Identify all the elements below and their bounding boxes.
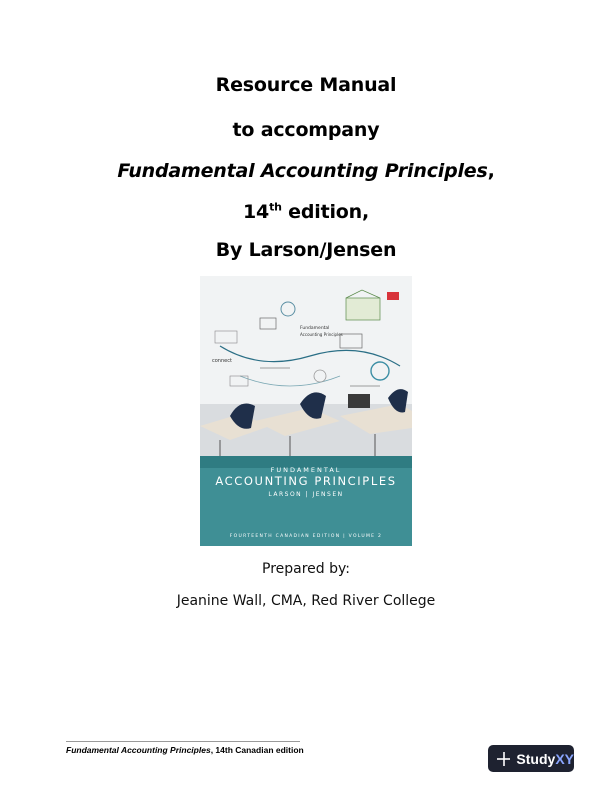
book-title-comma: ,	[487, 160, 495, 182]
svg-text:connect: connect	[212, 358, 232, 364]
cover-illustration	[200, 276, 412, 456]
footer-book-title: Fundamental Accounting Principles	[66, 745, 211, 755]
edition-text: edition,	[281, 201, 369, 223]
plus-logo-icon	[494, 749, 510, 769]
title-line-5: By Larson/Jensen	[215, 239, 397, 261]
book-cover-image	[200, 276, 412, 546]
title-line-4	[0, 201, 612, 223]
cover-authors: LARSON | JENSEN	[268, 491, 344, 498]
svg-text:Accounting Principles: Accounting Principles	[300, 332, 343, 337]
studyxy-logo-study: Study	[516, 750, 556, 767]
title-line-1: Resource Manual	[215, 74, 397, 96]
cover-edition: FOURTEENTH CANADIAN EDITION | VOLUME 2	[229, 534, 383, 539]
title-line-3	[0, 160, 612, 182]
edition-ordinal: th	[269, 200, 282, 214]
title-line-2: to accompany	[232, 119, 380, 141]
cover-big-title: ACCOUNTING PRINCIPLES	[215, 474, 397, 488]
prepared-by-label: Prepared by:	[262, 561, 350, 577]
cover-small-title: FUNDAMENTAL	[270, 466, 342, 474]
studyxy-badge[interactable]	[488, 745, 574, 772]
footer-edition: , 14th Canadian edition	[210, 745, 304, 755]
studyxy-logo-text	[516, 751, 574, 767]
svg-text:Fundamental: Fundamental	[300, 326, 330, 331]
edition-number: 14	[243, 201, 270, 223]
prepared-by-author: Jeanine Wall, CMA, Red River College	[176, 593, 436, 609]
book-title: Fundamental Accounting Principles	[117, 160, 488, 182]
footer-text	[66, 745, 304, 755]
studyxy-logo-xy: XY	[555, 750, 574, 767]
footer-rule	[66, 741, 300, 742]
